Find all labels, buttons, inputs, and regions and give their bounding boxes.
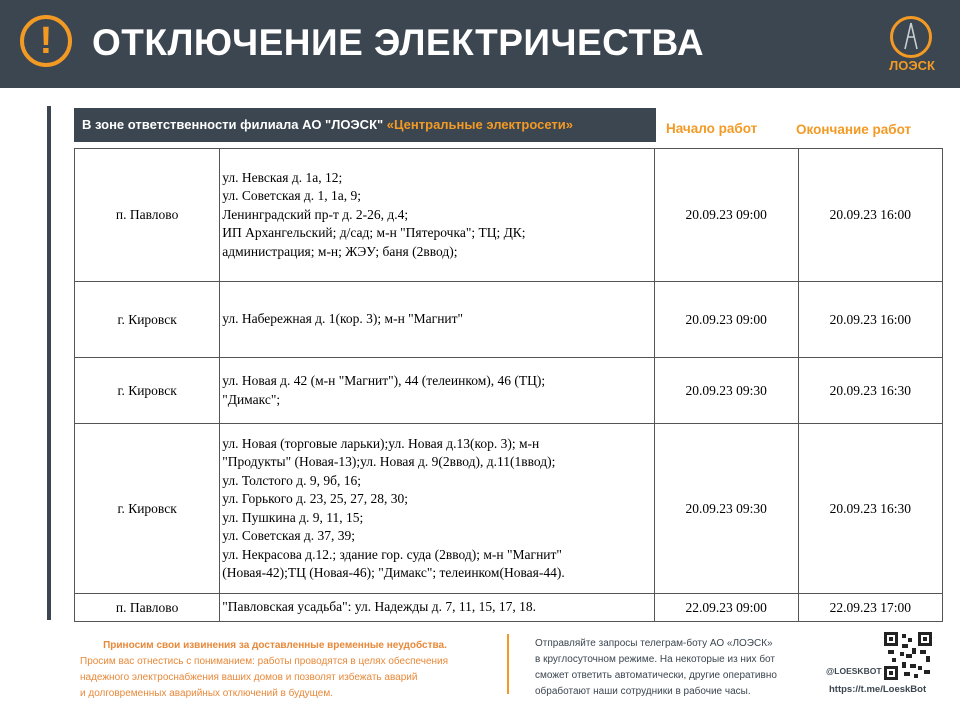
- address-line: "Павловская усадьба": ул. Надежды д. 7, 11, 15, 17, 18.: [222, 599, 536, 615]
- address-line: ул. Советская д. 37, 39;: [222, 528, 356, 543]
- zone-banner: [74, 108, 656, 142]
- start-time-cell: 20.09.23 09:30: [654, 358, 798, 424]
- end-time-cell: 20.09.23 16:30: [798, 358, 942, 424]
- table-row: [75, 358, 943, 424]
- bot-handle: @LOESKBOT: [826, 666, 882, 676]
- bot-link[interactable]: https://t.me/LoeskBot: [829, 684, 927, 695]
- logo-text: ЛОЭСК: [889, 58, 935, 73]
- address-line: "Димакс";: [222, 391, 281, 407]
- footer-bot-line: сможет ответить автоматически, другие оперативно: [535, 670, 777, 681]
- address-line: ул. Толстого д. 9, 9б, 16;: [222, 472, 361, 488]
- loesk-logo: [886, 16, 938, 76]
- logo-ring-icon: [890, 16, 932, 58]
- footer-request-line: и долговременных аварийных отключений в будущем.: [80, 688, 333, 699]
- location-cell: г. Кировск: [75, 358, 220, 424]
- address-line: "Продукты" (Новая-13);ул. Новая д. 9(2ввод), д.11(1ввод);: [222, 454, 556, 469]
- address-line: Ленинградский пр-т д. 2-26, д.4;: [222, 206, 409, 222]
- start-time-cell: 20.09.23 09:00: [654, 282, 798, 358]
- address-line: ИП Архангельский; д/сад; м-н "Пятерочка"; ТЦ; ДК;: [222, 225, 526, 241]
- location-cell: г. Кировск: [75, 424, 220, 594]
- page-title: ОТКЛЮЧЕНИЕ ЭЛЕКТРИЧЕСТВА: [92, 22, 705, 63]
- footer-bot-line: обработают наши сотрудники в рабочие часы.: [535, 686, 751, 697]
- address-cell: [220, 282, 654, 358]
- address-line: администрация; м-н; ЖЭУ; баня (2ввод);: [222, 243, 458, 259]
- outage-table: [74, 148, 943, 622]
- location-cell: п. Павлово: [75, 149, 220, 282]
- footer-apology: Приносим свои извинения за доставленные временные неудобства.: [103, 640, 447, 651]
- column-header-start: Начало работ: [666, 121, 758, 136]
- address-line: (Новая-42);ТЦ (Новая-46); "Димакс"; телеинком(Новая-44).: [222, 565, 565, 580]
- table-row: [75, 282, 943, 358]
- start-time-cell: 20.09.23 09:00: [654, 149, 798, 282]
- start-time-cell: 22.09.23 09:00: [654, 594, 798, 622]
- footer-request-line: Просим вас отнестись с пониманием: работы проводятся в целях обеспечения: [80, 656, 449, 667]
- footer-bot-line: Отправляйте запросы телеграм-боту АО «ЛОЭСК»: [535, 638, 773, 649]
- table-row: [75, 594, 943, 622]
- address-cell: [220, 594, 654, 622]
- footer-apology-block: [80, 638, 490, 702]
- address-line: ул. Новая (торговые ларьки);ул. Новая д.13(кор. 3); м-н: [222, 435, 540, 451]
- end-time-cell: 20.09.23 16:00: [798, 149, 942, 282]
- address-line: ул. Набережная д. 1(кор. 3); м-н "Магнит": [222, 311, 464, 327]
- address-line: ул. Невская д. 1а, 12;: [222, 169, 343, 185]
- address-cell: [220, 149, 654, 282]
- end-time-cell: 20.09.23 16:00: [798, 282, 942, 358]
- end-time-cell: 20.09.23 16:30: [798, 424, 942, 594]
- location-cell: г. Кировск: [75, 282, 220, 358]
- start-time-cell: 20.09.23 09:30: [654, 424, 798, 594]
- location-cell: п. Павлово: [75, 594, 220, 622]
- header-bar: [0, 0, 960, 88]
- address-line: ул. Советская д. 1, 1а, 9;: [222, 188, 362, 204]
- zone-prefix: В зоне ответственности филиала АО "ЛОЭСК": [82, 117, 387, 132]
- table-row: [75, 424, 943, 594]
- footer-bot-line: в круглосуточном режиме. На некоторые из них бот: [535, 654, 775, 665]
- zone-branch: «Центральные электросети»: [386, 117, 573, 132]
- footer-divider: [507, 634, 509, 694]
- table-row: [75, 149, 943, 282]
- end-time-cell: 22.09.23 17:00: [798, 594, 942, 622]
- exclamation-circle-icon: !: [20, 15, 72, 67]
- qr-code-icon[interactable]: [884, 632, 932, 680]
- address-line: ул. Пушкина д. 9, 11, 15;: [222, 509, 364, 525]
- left-accent-line: [47, 106, 51, 620]
- footer-request-line: надежного электроснабжения ваших домов и позволят избежать аварий: [80, 672, 418, 683]
- address-cell: [220, 424, 654, 594]
- footer-bot-block: [535, 636, 815, 700]
- address-line: ул. Некрасова д.12.; здание гор. суда (2ввод); м-н "Магнит": [222, 546, 562, 562]
- address-line: ул. Новая д. 42 (м-н "Магнит"), 44 (телеинком), 46 (ТЦ);: [222, 373, 546, 388]
- address-line: ул. Горького д. 23, 25, 27, 28, 30;: [222, 491, 408, 506]
- address-cell: [220, 358, 654, 424]
- column-header-end: Окончание работ: [796, 122, 912, 137]
